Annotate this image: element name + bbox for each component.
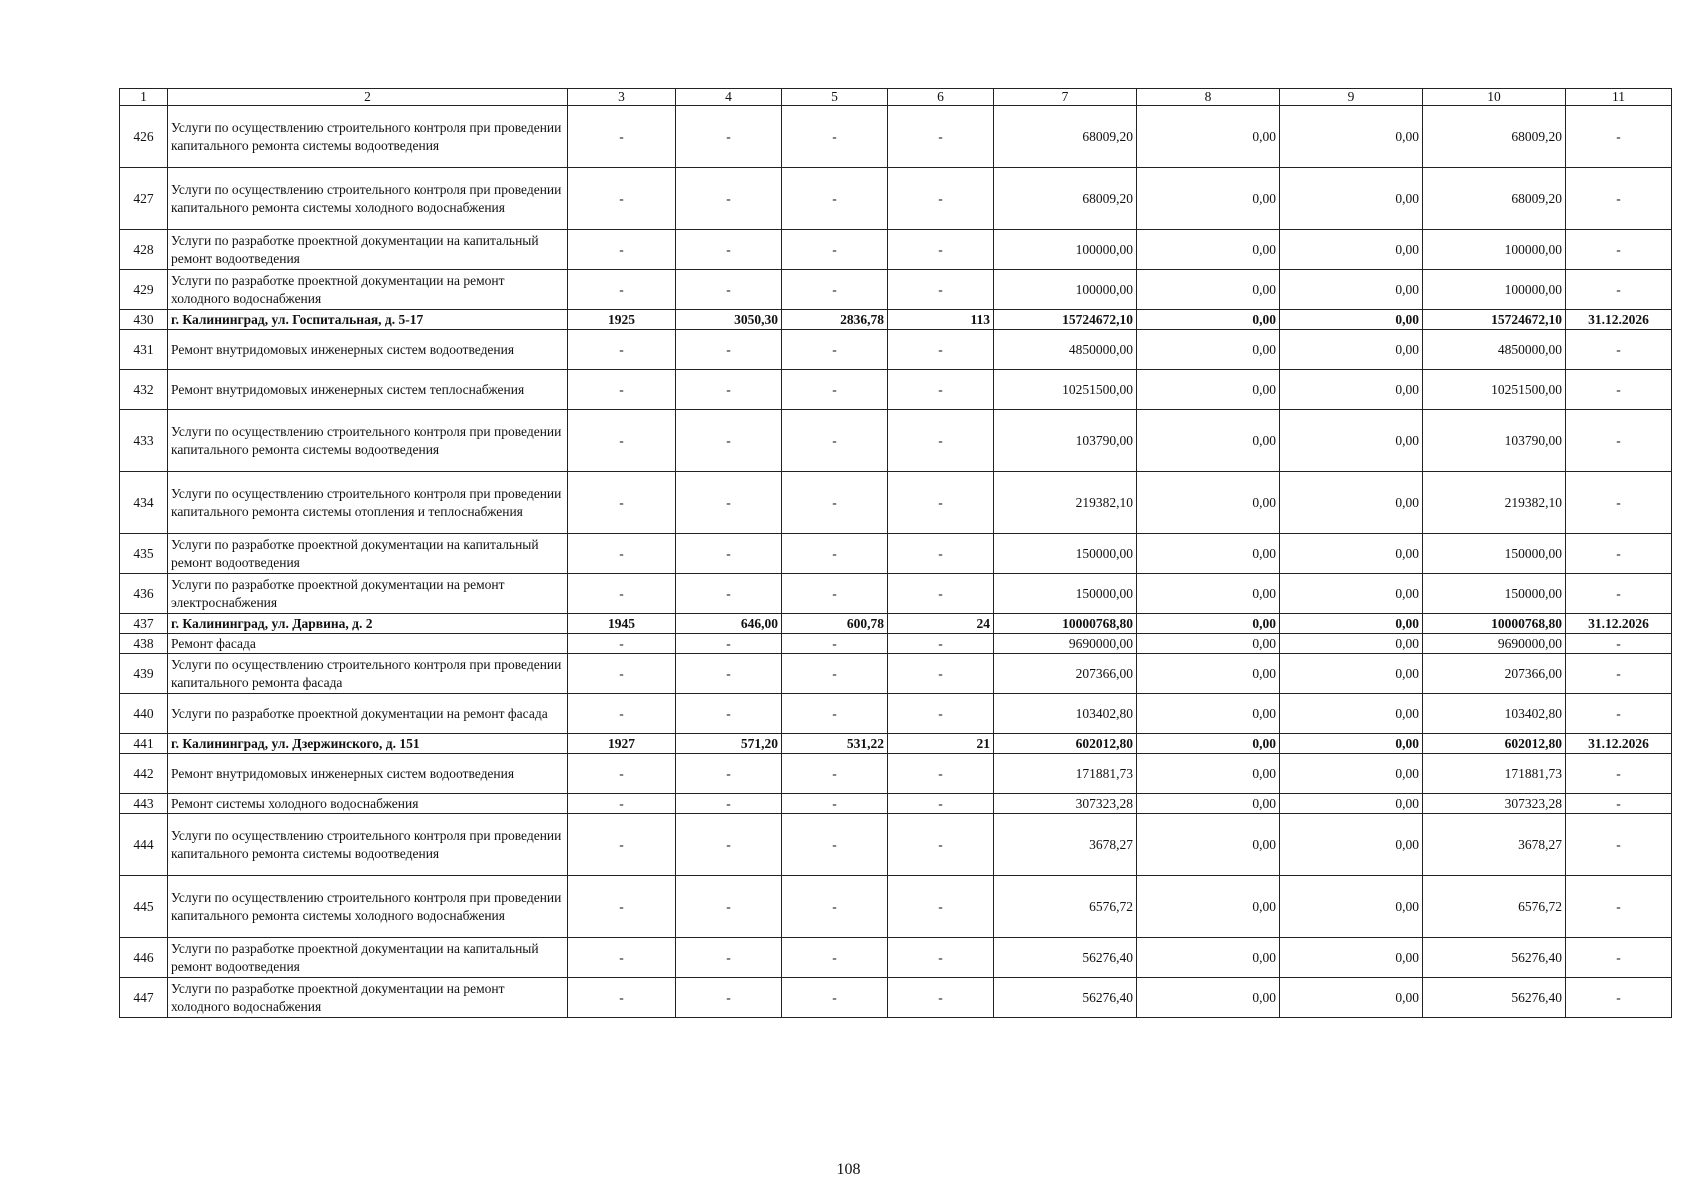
cell-col-5: - [782, 694, 888, 734]
cell-col-10: 307323,28 [1423, 794, 1566, 814]
cell-col-10: 150000,00 [1423, 574, 1566, 614]
cell-col-3: - [568, 654, 676, 694]
cell-col-3: - [568, 472, 676, 534]
cell-col-4: - [676, 938, 782, 978]
cell-col-9: 0,00 [1280, 230, 1423, 270]
address-row [120, 734, 1672, 754]
work-name: Услуги по осуществлению строительного контроля при проведении капитального ремонта системы отопления и теплоснабжения [168, 472, 568, 534]
column-header-6: 6 [888, 89, 994, 106]
cell-col-5: - [782, 978, 888, 1018]
table-row [120, 814, 1672, 876]
work-name: Услуги по разработке проектной документации на ремонт фасада [168, 694, 568, 734]
cell-col-9: 0,00 [1280, 978, 1423, 1018]
column-header-4: 4 [676, 89, 782, 106]
cell-col-10: 15724672,10 [1423, 310, 1566, 330]
cell-col-3: - [568, 938, 676, 978]
cell-col-7: 6576,72 [994, 876, 1137, 938]
cell-col-8: 0,00 [1137, 534, 1280, 574]
cell-col-6: - [888, 654, 994, 694]
cell-col-3: 1927 [568, 734, 676, 754]
cell-col-3: - [568, 694, 676, 734]
cell-col-6: - [888, 978, 994, 1018]
cell-col-7: 150000,00 [994, 574, 1137, 614]
cell-col-4: - [676, 794, 782, 814]
cell-col-4: - [676, 876, 782, 938]
table-row [120, 754, 1672, 794]
row-number: 427 [120, 168, 168, 230]
row-number: 429 [120, 270, 168, 310]
cell-col-7: 56276,40 [994, 978, 1137, 1018]
cell-col-8: 0,00 [1137, 654, 1280, 694]
cell-col-4: - [676, 230, 782, 270]
table-row [120, 694, 1672, 734]
row-number: 443 [120, 794, 168, 814]
table-row [120, 230, 1672, 270]
cell-col-5: - [782, 330, 888, 370]
cell-col-10: 103790,00 [1423, 410, 1566, 472]
cell-col-10: 219382,10 [1423, 472, 1566, 534]
cell-col-10: 207366,00 [1423, 654, 1566, 694]
cell-col-8: 0,00 [1137, 938, 1280, 978]
cell-col-10: 103402,80 [1423, 694, 1566, 734]
cell-col-5: - [782, 574, 888, 614]
cell-col-7: 3678,27 [994, 814, 1137, 876]
row-number: 435 [120, 534, 168, 574]
cell-col-10: 68009,20 [1423, 106, 1566, 168]
cell-col-6: - [888, 330, 994, 370]
cell-col-10: 56276,40 [1423, 978, 1566, 1018]
work-name: Услуги по осуществлению строительного контроля при проведении капитального ремонта фасада [168, 654, 568, 694]
cell-col-3: - [568, 410, 676, 472]
work-name: г. Калининград, ул. Дзержинского, д. 151 [168, 734, 568, 754]
cell-col-5: 531,22 [782, 734, 888, 754]
column-header-8: 8 [1137, 89, 1280, 106]
cell-col-7: 15724672,10 [994, 310, 1137, 330]
row-number: 441 [120, 734, 168, 754]
cell-col-9: 0,00 [1280, 106, 1423, 168]
cell-col-5: - [782, 876, 888, 938]
table-body [120, 106, 1672, 1018]
cell-col-8: 0,00 [1137, 472, 1280, 534]
cell-col-7: 56276,40 [994, 938, 1137, 978]
cell-col-7: 10251500,00 [994, 370, 1137, 410]
cell-col-11: - [1566, 370, 1672, 410]
work-name: Ремонт внутридомовых инженерных систем теплоснабжения [168, 370, 568, 410]
row-number: 442 [120, 754, 168, 794]
table-row [120, 794, 1672, 814]
cell-col-3: - [568, 978, 676, 1018]
work-name: Услуги по разработке проектной документации на капитальный ремонт водоотведения [168, 938, 568, 978]
row-number: 433 [120, 410, 168, 472]
cell-col-7: 219382,10 [994, 472, 1137, 534]
table-row [120, 876, 1672, 938]
cell-col-6: - [888, 168, 994, 230]
cell-col-6: - [888, 534, 994, 574]
cell-col-8: 0,00 [1137, 734, 1280, 754]
cell-col-9: 0,00 [1280, 370, 1423, 410]
work-name: Услуги по осуществлению строительного контроля при проведении капитального ремонта системы водоотведения [168, 410, 568, 472]
cell-col-7: 150000,00 [994, 534, 1137, 574]
cell-col-5: 600,78 [782, 614, 888, 634]
cell-col-11: - [1566, 938, 1672, 978]
cell-col-7: 103790,00 [994, 410, 1137, 472]
cell-col-4: 571,20 [676, 734, 782, 754]
cell-col-11: - [1566, 534, 1672, 574]
table-row [120, 938, 1672, 978]
cell-col-5: - [782, 814, 888, 876]
cell-col-3: - [568, 814, 676, 876]
table-row [120, 270, 1672, 310]
cell-col-11: - [1566, 230, 1672, 270]
cell-col-6: - [888, 410, 994, 472]
column-header-11: 11 [1566, 89, 1672, 106]
cell-col-6: - [888, 938, 994, 978]
cell-col-3: - [568, 754, 676, 794]
cell-col-10: 602012,80 [1423, 734, 1566, 754]
cell-col-7: 10000768,80 [994, 614, 1137, 634]
cell-col-11: - [1566, 106, 1672, 168]
cell-col-8: 0,00 [1137, 106, 1280, 168]
work-name: Услуги по разработке проектной документации на капитальный ремонт водоотведения [168, 230, 568, 270]
cell-col-3: - [568, 168, 676, 230]
cell-col-3: - [568, 230, 676, 270]
cell-col-4: - [676, 370, 782, 410]
cell-col-11: - [1566, 472, 1672, 534]
column-header-9: 9 [1280, 89, 1423, 106]
cell-col-5: - [782, 168, 888, 230]
cell-col-7: 307323,28 [994, 794, 1137, 814]
page-number: 108 [836, 1161, 861, 1178]
cell-col-9: 0,00 [1280, 794, 1423, 814]
cell-col-6: - [888, 574, 994, 614]
cell-col-5: - [782, 106, 888, 168]
column-header-1: 1 [120, 89, 168, 106]
cell-col-5: - [782, 634, 888, 654]
cell-col-4: - [676, 168, 782, 230]
cell-col-4: 3050,30 [676, 310, 782, 330]
cell-col-4: - [676, 694, 782, 734]
row-number: 447 [120, 978, 168, 1018]
cell-col-9: 0,00 [1280, 654, 1423, 694]
work-name: Ремонт внутридомовых инженерных систем водоотведения [168, 330, 568, 370]
column-header-2: 2 [168, 89, 568, 106]
cell-col-5: - [782, 370, 888, 410]
cell-col-6: - [888, 270, 994, 310]
cell-col-3: - [568, 370, 676, 410]
cell-col-6: 24 [888, 614, 994, 634]
address-row [120, 614, 1672, 634]
cell-col-4: - [676, 106, 782, 168]
cell-col-8: 0,00 [1137, 814, 1280, 876]
table-row [120, 370, 1672, 410]
cell-col-7: 68009,20 [994, 106, 1137, 168]
cell-col-8: 0,00 [1137, 230, 1280, 270]
row-number: 445 [120, 876, 168, 938]
cell-col-9: 0,00 [1280, 754, 1423, 794]
cell-col-9: 0,00 [1280, 310, 1423, 330]
cell-col-9: 0,00 [1280, 574, 1423, 614]
address-row [120, 310, 1672, 330]
cell-col-8: 0,00 [1137, 168, 1280, 230]
work-name: Ремонт внутридомовых инженерных систем водоотведения [168, 754, 568, 794]
cell-col-8: 0,00 [1137, 876, 1280, 938]
cell-col-11: - [1566, 794, 1672, 814]
cell-col-5: 2836,78 [782, 310, 888, 330]
cell-col-5: - [782, 410, 888, 472]
cell-col-11: - [1566, 634, 1672, 654]
cell-col-8: 0,00 [1137, 270, 1280, 310]
cell-col-8: 0,00 [1137, 794, 1280, 814]
cell-col-4: - [676, 814, 782, 876]
cell-col-11: 31.12.2026 [1566, 614, 1672, 634]
cell-col-8: 0,00 [1137, 310, 1280, 330]
table-row [120, 168, 1672, 230]
cell-col-5: - [782, 472, 888, 534]
row-number: 434 [120, 472, 168, 534]
cell-col-3: - [568, 330, 676, 370]
table-row [120, 634, 1672, 654]
row-number: 437 [120, 614, 168, 634]
cell-col-3: - [568, 634, 676, 654]
cell-col-11: - [1566, 270, 1672, 310]
cell-col-4: - [676, 534, 782, 574]
cell-col-11: - [1566, 574, 1672, 614]
row-number: 428 [120, 230, 168, 270]
cell-col-8: 0,00 [1137, 614, 1280, 634]
cell-col-6: - [888, 634, 994, 654]
cell-col-10: 10000768,80 [1423, 614, 1566, 634]
row-number: 440 [120, 694, 168, 734]
cell-col-3: - [568, 876, 676, 938]
cell-col-3: - [568, 794, 676, 814]
work-name: Услуги по разработке проектной документации на ремонт холодного водоснабжения [168, 978, 568, 1018]
row-number: 431 [120, 330, 168, 370]
cell-col-9: 0,00 [1280, 614, 1423, 634]
cell-col-9: 0,00 [1280, 410, 1423, 472]
row-number: 436 [120, 574, 168, 614]
cell-col-8: 0,00 [1137, 410, 1280, 472]
cell-col-10: 4850000,00 [1423, 330, 1566, 370]
row-number: 438 [120, 634, 168, 654]
cell-col-6: - [888, 472, 994, 534]
cell-col-7: 103402,80 [994, 694, 1137, 734]
cell-col-3: - [568, 534, 676, 574]
header-row [120, 89, 1672, 106]
table-row [120, 410, 1672, 472]
cell-col-4: - [676, 754, 782, 794]
cell-col-4: - [676, 654, 782, 694]
work-name: Услуги по осуществлению строительного контроля при проведении капитального ремонта системы холодного водоснабжения [168, 168, 568, 230]
work-name: Ремонт системы холодного водоснабжения [168, 794, 568, 814]
cell-col-8: 0,00 [1137, 694, 1280, 734]
cell-col-10: 68009,20 [1423, 168, 1566, 230]
cell-col-9: 0,00 [1280, 634, 1423, 654]
cell-col-5: - [782, 270, 888, 310]
work-name: Услуги по осуществлению строительного контроля при проведении капитального ремонта системы холодного водоснабжения [168, 876, 568, 938]
cell-col-9: 0,00 [1280, 270, 1423, 310]
cell-col-9: 0,00 [1280, 330, 1423, 370]
cell-col-4: - [676, 574, 782, 614]
cell-col-10: 150000,00 [1423, 534, 1566, 574]
cell-col-7: 100000,00 [994, 270, 1137, 310]
cell-col-10: 6576,72 [1423, 876, 1566, 938]
cell-col-4: 646,00 [676, 614, 782, 634]
cell-col-7: 68009,20 [994, 168, 1137, 230]
row-number: 426 [120, 106, 168, 168]
cell-col-11: - [1566, 876, 1672, 938]
works-table [119, 88, 1672, 1018]
work-name: г. Калининград, ул. Дарвина, д. 2 [168, 614, 568, 634]
cell-col-7: 4850000,00 [994, 330, 1137, 370]
cell-col-8: 0,00 [1137, 634, 1280, 654]
table-row [120, 534, 1672, 574]
cell-col-10: 100000,00 [1423, 230, 1566, 270]
cell-col-6: - [888, 230, 994, 270]
cell-col-6: 21 [888, 734, 994, 754]
cell-col-11: - [1566, 330, 1672, 370]
column-header-10: 10 [1423, 89, 1566, 106]
cell-col-11: - [1566, 168, 1672, 230]
cell-col-9: 0,00 [1280, 734, 1423, 754]
cell-col-5: - [782, 938, 888, 978]
cell-col-11: - [1566, 978, 1672, 1018]
cell-col-10: 10251500,00 [1423, 370, 1566, 410]
column-header-5: 5 [782, 89, 888, 106]
cell-col-5: - [782, 794, 888, 814]
cell-col-10: 56276,40 [1423, 938, 1566, 978]
cell-col-6: - [888, 794, 994, 814]
cell-col-11: - [1566, 654, 1672, 694]
cell-col-10: 9690000,00 [1423, 634, 1566, 654]
cell-col-7: 207366,00 [994, 654, 1137, 694]
cell-col-8: 0,00 [1137, 754, 1280, 794]
cell-col-3: - [568, 270, 676, 310]
cell-col-10: 171881,73 [1423, 754, 1566, 794]
cell-col-7: 171881,73 [994, 754, 1137, 794]
cell-col-11: - [1566, 814, 1672, 876]
table-row [120, 472, 1672, 534]
row-number: 432 [120, 370, 168, 410]
cell-col-6: - [888, 876, 994, 938]
cell-col-5: - [782, 534, 888, 574]
cell-col-7: 602012,80 [994, 734, 1137, 754]
cell-col-11: - [1566, 754, 1672, 794]
table-row [120, 330, 1672, 370]
column-header-7: 7 [994, 89, 1137, 106]
cell-col-5: - [782, 754, 888, 794]
cell-col-9: 0,00 [1280, 534, 1423, 574]
cell-col-4: - [676, 634, 782, 654]
work-name: Услуги по разработке проектной документации на ремонт электроснабжения [168, 574, 568, 614]
column-header-3: 3 [568, 89, 676, 106]
cell-col-8: 0,00 [1137, 574, 1280, 614]
cell-col-9: 0,00 [1280, 938, 1423, 978]
cell-col-10: 100000,00 [1423, 270, 1566, 310]
cell-col-7: 100000,00 [994, 230, 1137, 270]
cell-col-9: 0,00 [1280, 694, 1423, 734]
work-name: Услуги по осуществлению строительного контроля при проведении капитального ремонта системы водоотведения [168, 106, 568, 168]
work-name: Ремонт фасада [168, 634, 568, 654]
cell-col-4: - [676, 472, 782, 534]
cell-col-11: 31.12.2026 [1566, 734, 1672, 754]
cell-col-3: 1945 [568, 614, 676, 634]
work-name: Услуги по осуществлению строительного контроля при проведении капитального ремонта системы водоотведения [168, 814, 568, 876]
cell-col-4: - [676, 410, 782, 472]
cell-col-9: 0,00 [1280, 876, 1423, 938]
cell-col-6: - [888, 106, 994, 168]
work-name: Услуги по разработке проектной документации на ремонт холодного водоснабжения [168, 270, 568, 310]
cell-col-10: 3678,27 [1423, 814, 1566, 876]
cell-col-3: - [568, 574, 676, 614]
row-number: 439 [120, 654, 168, 694]
row-number: 430 [120, 310, 168, 330]
cell-col-5: - [782, 230, 888, 270]
cell-col-11: - [1566, 410, 1672, 472]
cell-col-9: 0,00 [1280, 472, 1423, 534]
cell-col-4: - [676, 330, 782, 370]
table-row [120, 106, 1672, 168]
cell-col-3: - [568, 106, 676, 168]
cell-col-6: - [888, 754, 994, 794]
cell-col-6: 113 [888, 310, 994, 330]
table-row [120, 574, 1672, 614]
cell-col-8: 0,00 [1137, 978, 1280, 1018]
cell-col-6: - [888, 370, 994, 410]
cell-col-6: - [888, 694, 994, 734]
cell-col-7: 9690000,00 [994, 634, 1137, 654]
row-number: 444 [120, 814, 168, 876]
cell-col-4: - [676, 978, 782, 1018]
table-row [120, 978, 1672, 1018]
work-name: Услуги по разработке проектной документации на капитальный ремонт водоотведения [168, 534, 568, 574]
cell-col-9: 0,00 [1280, 168, 1423, 230]
work-name: г. Калининград, ул. Госпитальная, д. 5-17 [168, 310, 568, 330]
cell-col-5: - [782, 654, 888, 694]
row-number: 446 [120, 938, 168, 978]
cell-col-4: - [676, 270, 782, 310]
cell-col-8: 0,00 [1137, 330, 1280, 370]
cell-col-3: 1925 [568, 310, 676, 330]
cell-col-6: - [888, 814, 994, 876]
cell-col-11: 31.12.2026 [1566, 310, 1672, 330]
table-row [120, 654, 1672, 694]
cell-col-9: 0,00 [1280, 814, 1423, 876]
cell-col-8: 0,00 [1137, 370, 1280, 410]
cell-col-11: - [1566, 694, 1672, 734]
